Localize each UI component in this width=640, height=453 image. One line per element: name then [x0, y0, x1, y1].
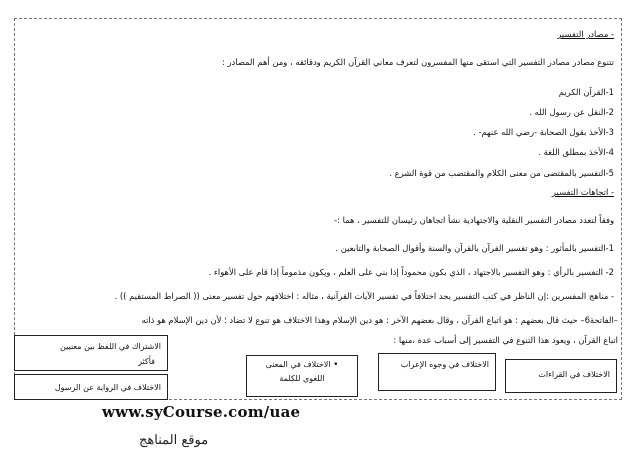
- box-grammar: [378, 353, 496, 391]
- box-lexical-line2: اللغوي للكلمة: [279, 374, 325, 383]
- box-polysemy-line1: الاشتراك في اللفظ بين معنيين: [60, 342, 161, 351]
- source-item-4: 4-الأخذ بمطلق اللغة .: [538, 147, 614, 157]
- trend-item-2: 2- التفسير بالرأي : وهو التفسير بالاجتهاد ، الذي يكون محموداً إذا بني على العلم ، ويكون مذموماً إذا قام على الأهواء .: [208, 267, 614, 277]
- footer-url[interactable]: www.syCourse.com/uae: [102, 403, 301, 421]
- methods-line: - مناهج المفسرين :إن الناظر في كتب التفسير يجد اختلافاً في تفسير الآيات القرآنية ، مثاله : اختلافهم حول تفسير معنى (( الصراط المستقيم )) .: [114, 291, 614, 301]
- causes-line: اتباع القرآن ، ويعود هذا التنوع في التفسير إلى أسباب عدة ،منها :: [393, 335, 618, 345]
- source-item-1: 1-القرآن الكريم: [558, 87, 614, 97]
- fatiha-line: –الفاتحة6– حيث قال بعضهم : هو اتباع القرآن ، وقال بعضهم الآخر : هو دين الإسلام وهذا الاختلاف هو تنوع لا تضاد ؛ لأن دين الإسلام هو ذاته: [141, 315, 618, 325]
- box-polysemy: [14, 335, 168, 371]
- box-grammar-label: الاختلاف في وجوه الإعراب: [400, 360, 489, 369]
- box-narration-label: الاختلاف في الرواية عن الرسول: [54, 383, 161, 392]
- source-item-2: 2-النقل عن رسول الله .: [529, 107, 614, 117]
- box-narration: [14, 374, 168, 400]
- heading-trends: - اتجاهات التفسير: [551, 187, 614, 197]
- source-item-3: 3-الأخذ بقول الصحابة -رضي الله عنهم- .: [473, 127, 614, 137]
- heading-sources: - مصادر التفسير: [557, 29, 614, 39]
- box-lexical: [246, 355, 358, 397]
- intro-text: تتنوع مصادر مصادر التفسير التي استقى منها المفسرون لتعرف معاني القرآن الكريم ودقائقه ، ومن أهم المصادر :: [221, 57, 614, 67]
- box-readings: [505, 359, 617, 393]
- bullet-icon: •: [333, 360, 339, 370]
- footer-site-name: موقع المناهج: [139, 433, 209, 448]
- box-lexical-line1: الاختلاف في المعنى: [265, 360, 331, 369]
- box-polysemy-line2: فأكثر: [138, 357, 155, 366]
- trend-item-1: 1-التفسير بالمأثور : وهو تفسير القرآن بالقرآن والسنة وأقوال الصحابة والتابعين .: [335, 243, 614, 253]
- box-readings-label: الاختلاف في القراءات: [538, 370, 610, 379]
- trends-intro: وفقاً لتعدد مصادر التفسير النقلية والاجتهادية نشأ اتجاهان رئيسان للتفسير ، هما :-: [334, 215, 614, 225]
- source-item-5: 5-التفسير بالمقتضى من معنى الكلام والمقتضب من قوة الشرع .: [389, 168, 614, 178]
